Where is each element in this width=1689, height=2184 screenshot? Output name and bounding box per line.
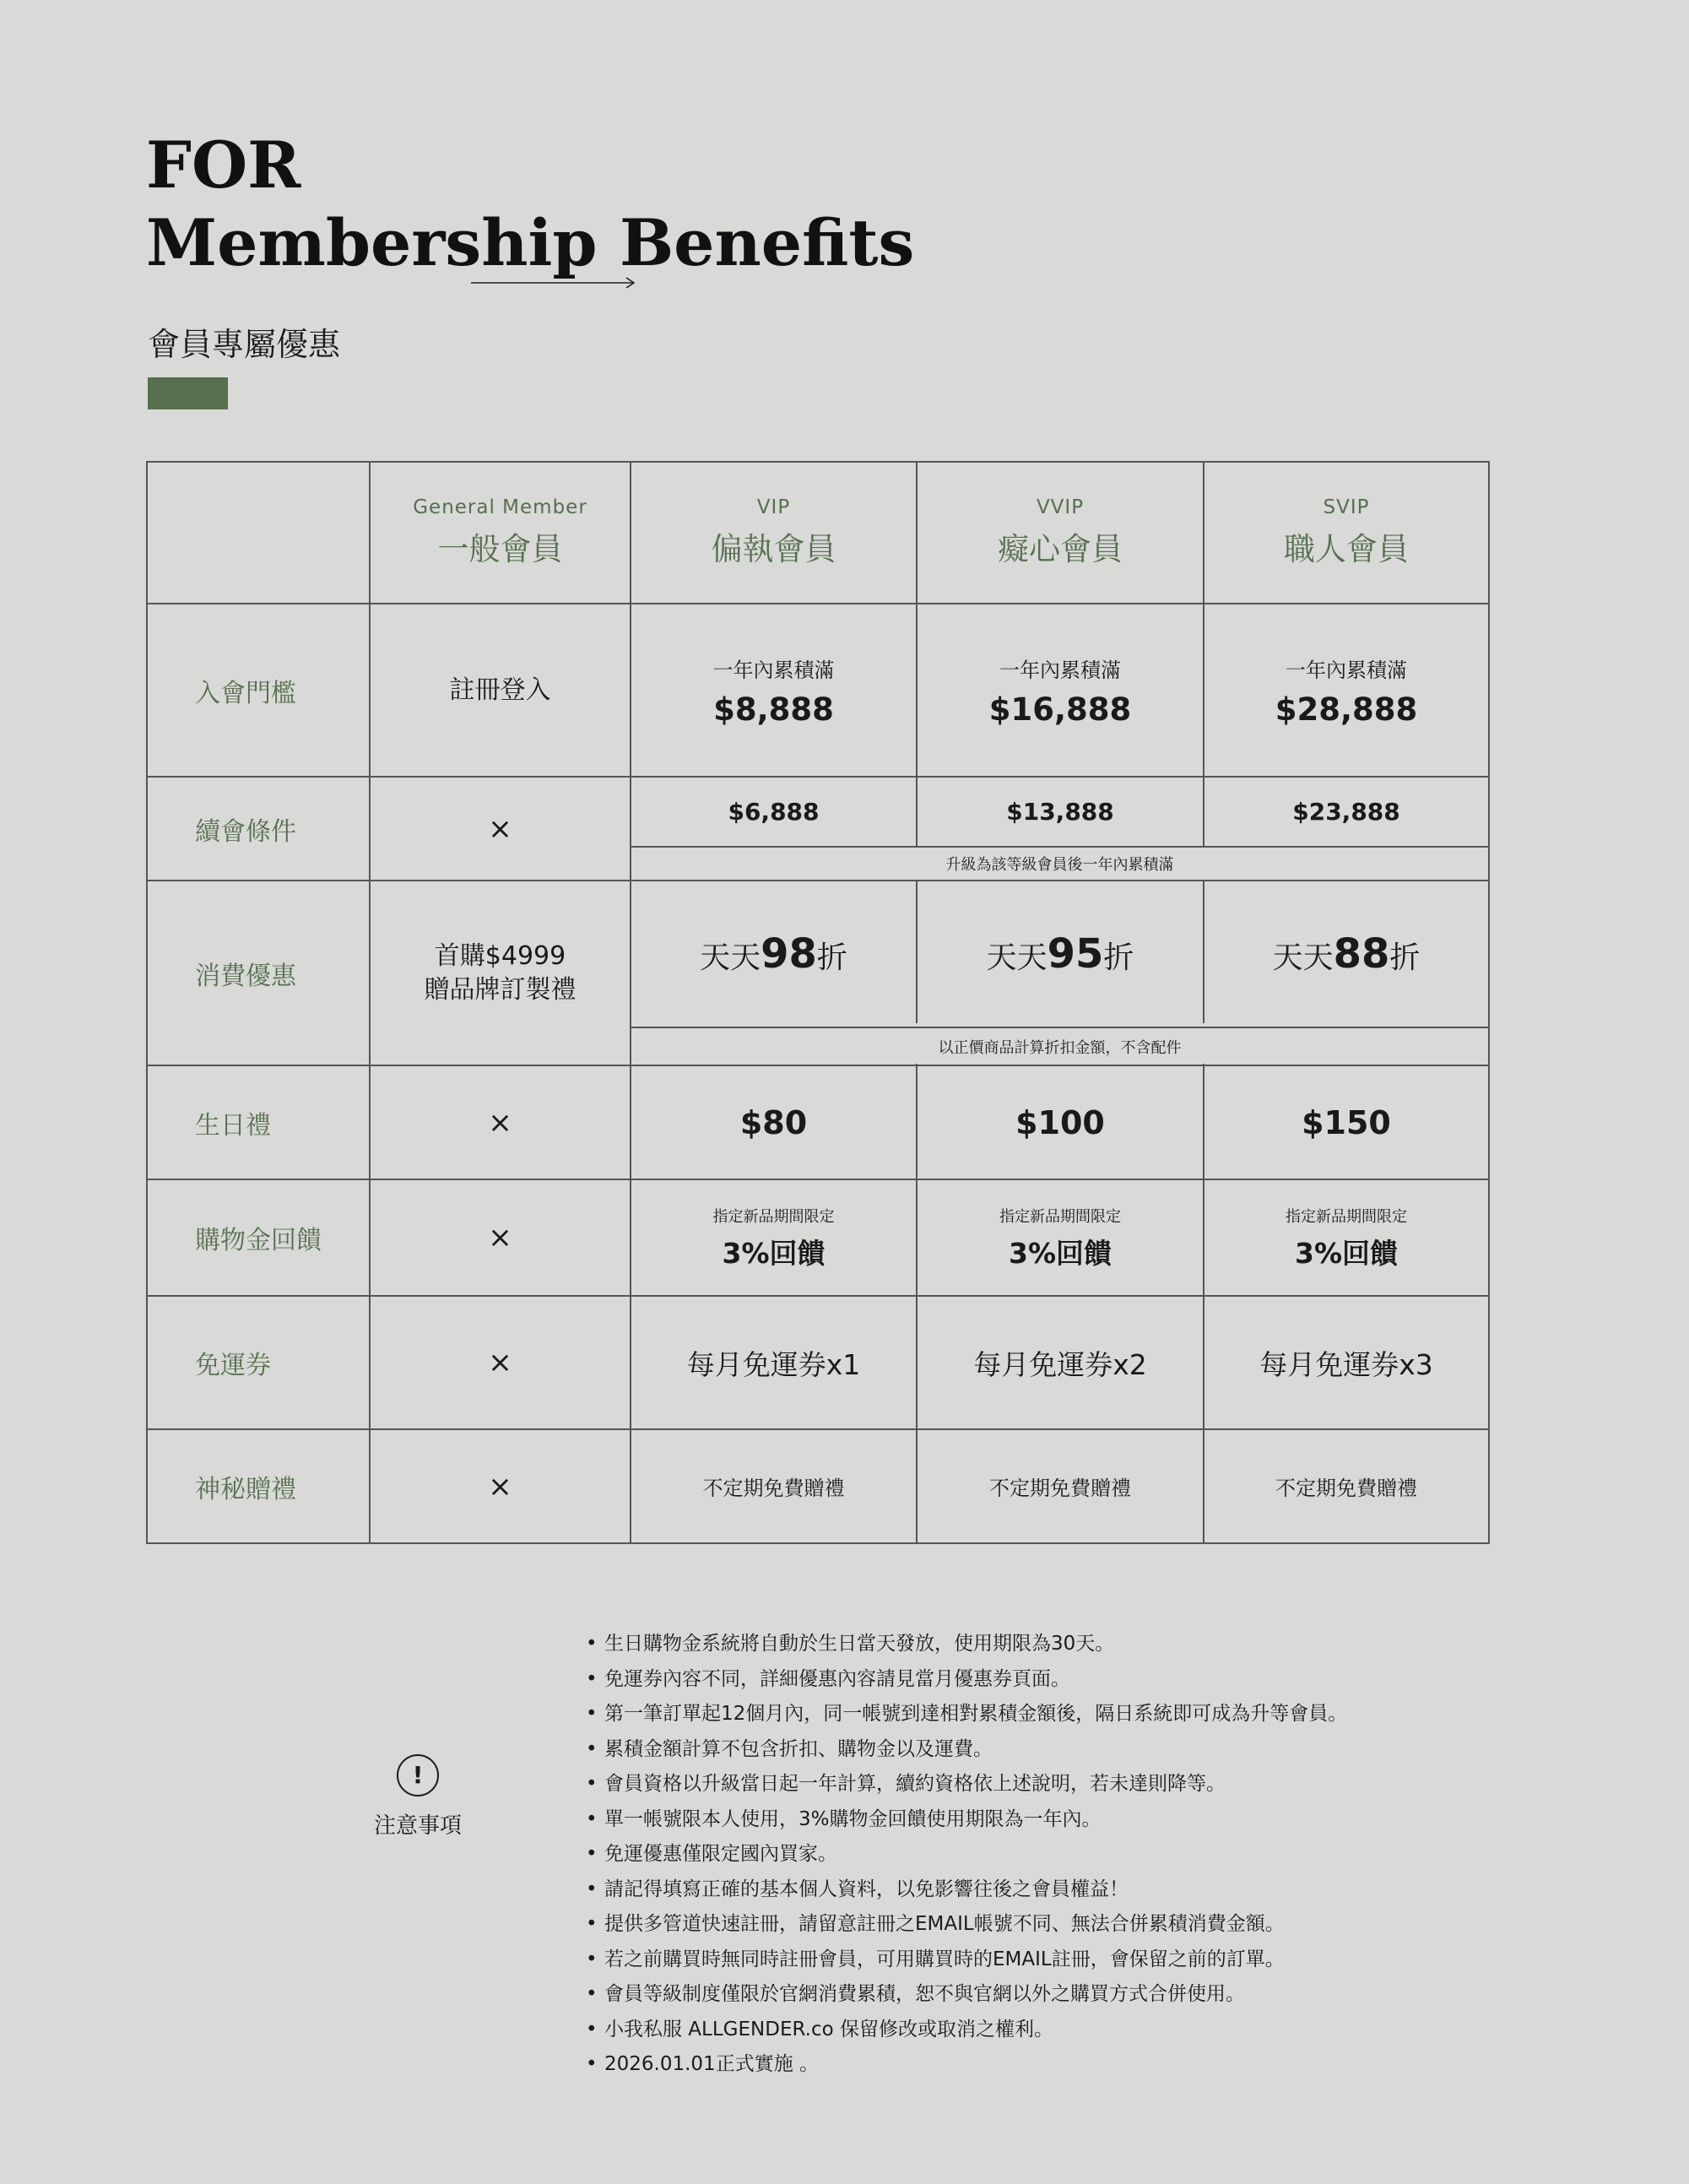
gift-svip: 不定期免費贈禮 (1275, 1477, 1417, 1500)
entry-caption: 一年內累積滿 (712, 658, 835, 682)
list-item: • 免運優惠僅限定國內買家。 (586, 1837, 1347, 1872)
discount-note: 以正價商品計算折扣金額，不含配件 (938, 1038, 1182, 1057)
discount-general-line1: 首購$4999 (434, 940, 566, 971)
tier-name-en: SVIP (1323, 496, 1370, 518)
hero-title-line1: FOR (146, 127, 301, 203)
row-label-discount: 消費優惠 (195, 961, 296, 991)
tier-name-zh: 一般會員 (437, 531, 563, 567)
list-item: • 累積金額計算不包含折扣、購物金以及運費。 (586, 1732, 1347, 1768)
tier-header-svip (1204, 463, 1488, 603)
list-item: • 免運券內容不同，詳細優惠內容請見當月優惠券頁面。 (586, 1662, 1347, 1698)
cashback-caption: 指定新品期間限定 (712, 1207, 835, 1226)
list-item: • 小我私服 ALLGENDER.co 保留修改或取消之權利。 (586, 2013, 1347, 2048)
benefits-table (146, 461, 1490, 1544)
birthday-vvip: $100 (1015, 1103, 1105, 1141)
tier-name-en: VVIP (1036, 496, 1085, 518)
gift-vip: 不定期免費贈禮 (702, 1477, 845, 1500)
row-label-shipping: 免運券 (195, 1351, 271, 1380)
hero-title-line2: Membership Benefits (146, 205, 915, 280)
list-item: • 單一帳號限本人使用，3%購物金回饋使用期限為一年內。 (586, 1802, 1347, 1838)
row-label-gift: 神秘贈禮 (195, 1474, 296, 1504)
list-item: • 會員資格以升級當日起一年計算，續約資格依上述說明，若未達則降等。 (586, 1767, 1347, 1802)
accent-bar (148, 377, 228, 409)
row-label-birthday: 生日禮 (195, 1110, 271, 1141)
birthday-svip: $150 (1302, 1103, 1391, 1141)
notice-list (586, 1627, 1347, 2083)
exclamation-circle-icon: ! (397, 1754, 439, 1797)
notice-heading (371, 1754, 464, 1840)
grid-line (146, 1542, 1490, 1544)
entry-price: $8,888 (713, 691, 834, 728)
row-label-entry: 入會門檻 (195, 678, 296, 708)
cross-mark: × (488, 1105, 512, 1140)
list-item: • 會員等級制度僅限於官網消費累積，恕不與官網以外之購買方式合併使用。 (586, 1977, 1347, 2013)
gift-vvip: 不定期免費贈禮 (989, 1477, 1131, 1500)
discount-value: 88 (1333, 930, 1390, 978)
cross-mark: × (488, 1221, 512, 1255)
list-item: • 生日購物金系統將自動於生日當天發放，使用期限為30天。 (586, 1627, 1347, 1662)
discount-suffix: 折 (1389, 940, 1421, 975)
tier-name-zh: 職人會員 (1284, 531, 1409, 567)
list-item: • 2026.01.01正式實施 。 (586, 2047, 1347, 2083)
discount-prefix: 天天 (1272, 940, 1334, 975)
cross-mark: × (488, 1469, 512, 1504)
list-item: • 提供多管道快速註冊，請留意註冊之EMAIL帳號不同、無法合併累積消費金額。 (586, 1907, 1347, 1943)
shipping-vip: 每月免運券x1 (686, 1347, 861, 1381)
entry-svip (1204, 604, 1488, 776)
entry-caption: 一年內累積滿 (999, 658, 1121, 682)
tier-name-en: General Member (413, 496, 587, 518)
cashback-svip (1204, 1180, 1488, 1295)
entry-price: $28,888 (1275, 691, 1418, 728)
renew-vip: $6,888 (728, 798, 820, 826)
cashback-value: 3%回饋 (1008, 1236, 1112, 1270)
discount-vip (631, 881, 916, 1027)
entry-caption: 一年內累積滿 (1286, 658, 1407, 682)
tier-header-general (371, 463, 630, 603)
discount-general (371, 881, 630, 1065)
hero-title (146, 127, 914, 282)
discount-prefix: 天天 (700, 940, 761, 975)
entry-vip (631, 604, 916, 776)
shipping-svip: 每月免運券x3 (1259, 1347, 1433, 1381)
cashback-value: 3%回饋 (1294, 1236, 1399, 1270)
cashback-caption: 指定新品期間限定 (1286, 1207, 1407, 1226)
renew-note: 升級為該等級會員後一年內累積滿 (945, 856, 1174, 874)
entry-general: 註冊登入 (449, 675, 551, 705)
discount-svip (1204, 881, 1488, 1027)
row-label-cashback: 購物金回饋 (195, 1226, 322, 1255)
notice-label: 注意事項 (373, 1813, 462, 1839)
row-label-renew: 續會條件 (195, 816, 296, 847)
cashback-value: 3%回饋 (722, 1236, 826, 1270)
discount-vvip (918, 881, 1203, 1027)
tier-header-vip (631, 463, 916, 603)
tier-name-zh: 癡心會員 (998, 531, 1123, 567)
discount-general-line2: 贈品牌訂製禮 (424, 974, 577, 1005)
list-item: • 請記得填寫正確的基本個人資料，以免影響往後之會員權益！ (586, 1872, 1347, 1908)
entry-price: $16,888 (988, 691, 1132, 728)
tier-name-zh: 偏執會員 (711, 531, 836, 567)
page-subtitle: 會員專屬優惠 (148, 326, 341, 363)
list-item: • 第一筆訂單起12個月內，同一帳號到達相對累積金額後，隔日系統即可成為升等會員。 (586, 1697, 1347, 1732)
discount-suffix: 折 (816, 940, 847, 975)
renew-svip: $23,888 (1292, 798, 1400, 826)
discount-value: 98 (761, 930, 817, 978)
cross-mark: × (488, 1346, 512, 1379)
entry-vvip (918, 604, 1203, 776)
list-item: • 若之前購買時無同時註冊會員，可用購買時的EMAIL註冊，會保留之前的訂單。 (586, 1943, 1347, 1978)
grid-line (1488, 461, 1490, 1544)
cashback-vip (631, 1180, 916, 1295)
tier-name-en: VIP (756, 496, 791, 518)
arrow-right-icon (471, 277, 636, 289)
shipping-vvip: 每月免運券x2 (973, 1347, 1147, 1381)
cashback-caption: 指定新品期間限定 (999, 1207, 1121, 1226)
discount-suffix: 折 (1103, 940, 1134, 975)
grid-line (146, 461, 148, 1544)
discount-prefix: 天天 (986, 940, 1048, 975)
tier-header-vvip (918, 463, 1203, 603)
birthday-vip: $80 (739, 1103, 808, 1141)
discount-value: 95 (1047, 930, 1104, 978)
cross-mark: × (488, 811, 512, 846)
cashback-vvip (918, 1180, 1203, 1295)
renew-vvip: $13,888 (1006, 798, 1114, 826)
